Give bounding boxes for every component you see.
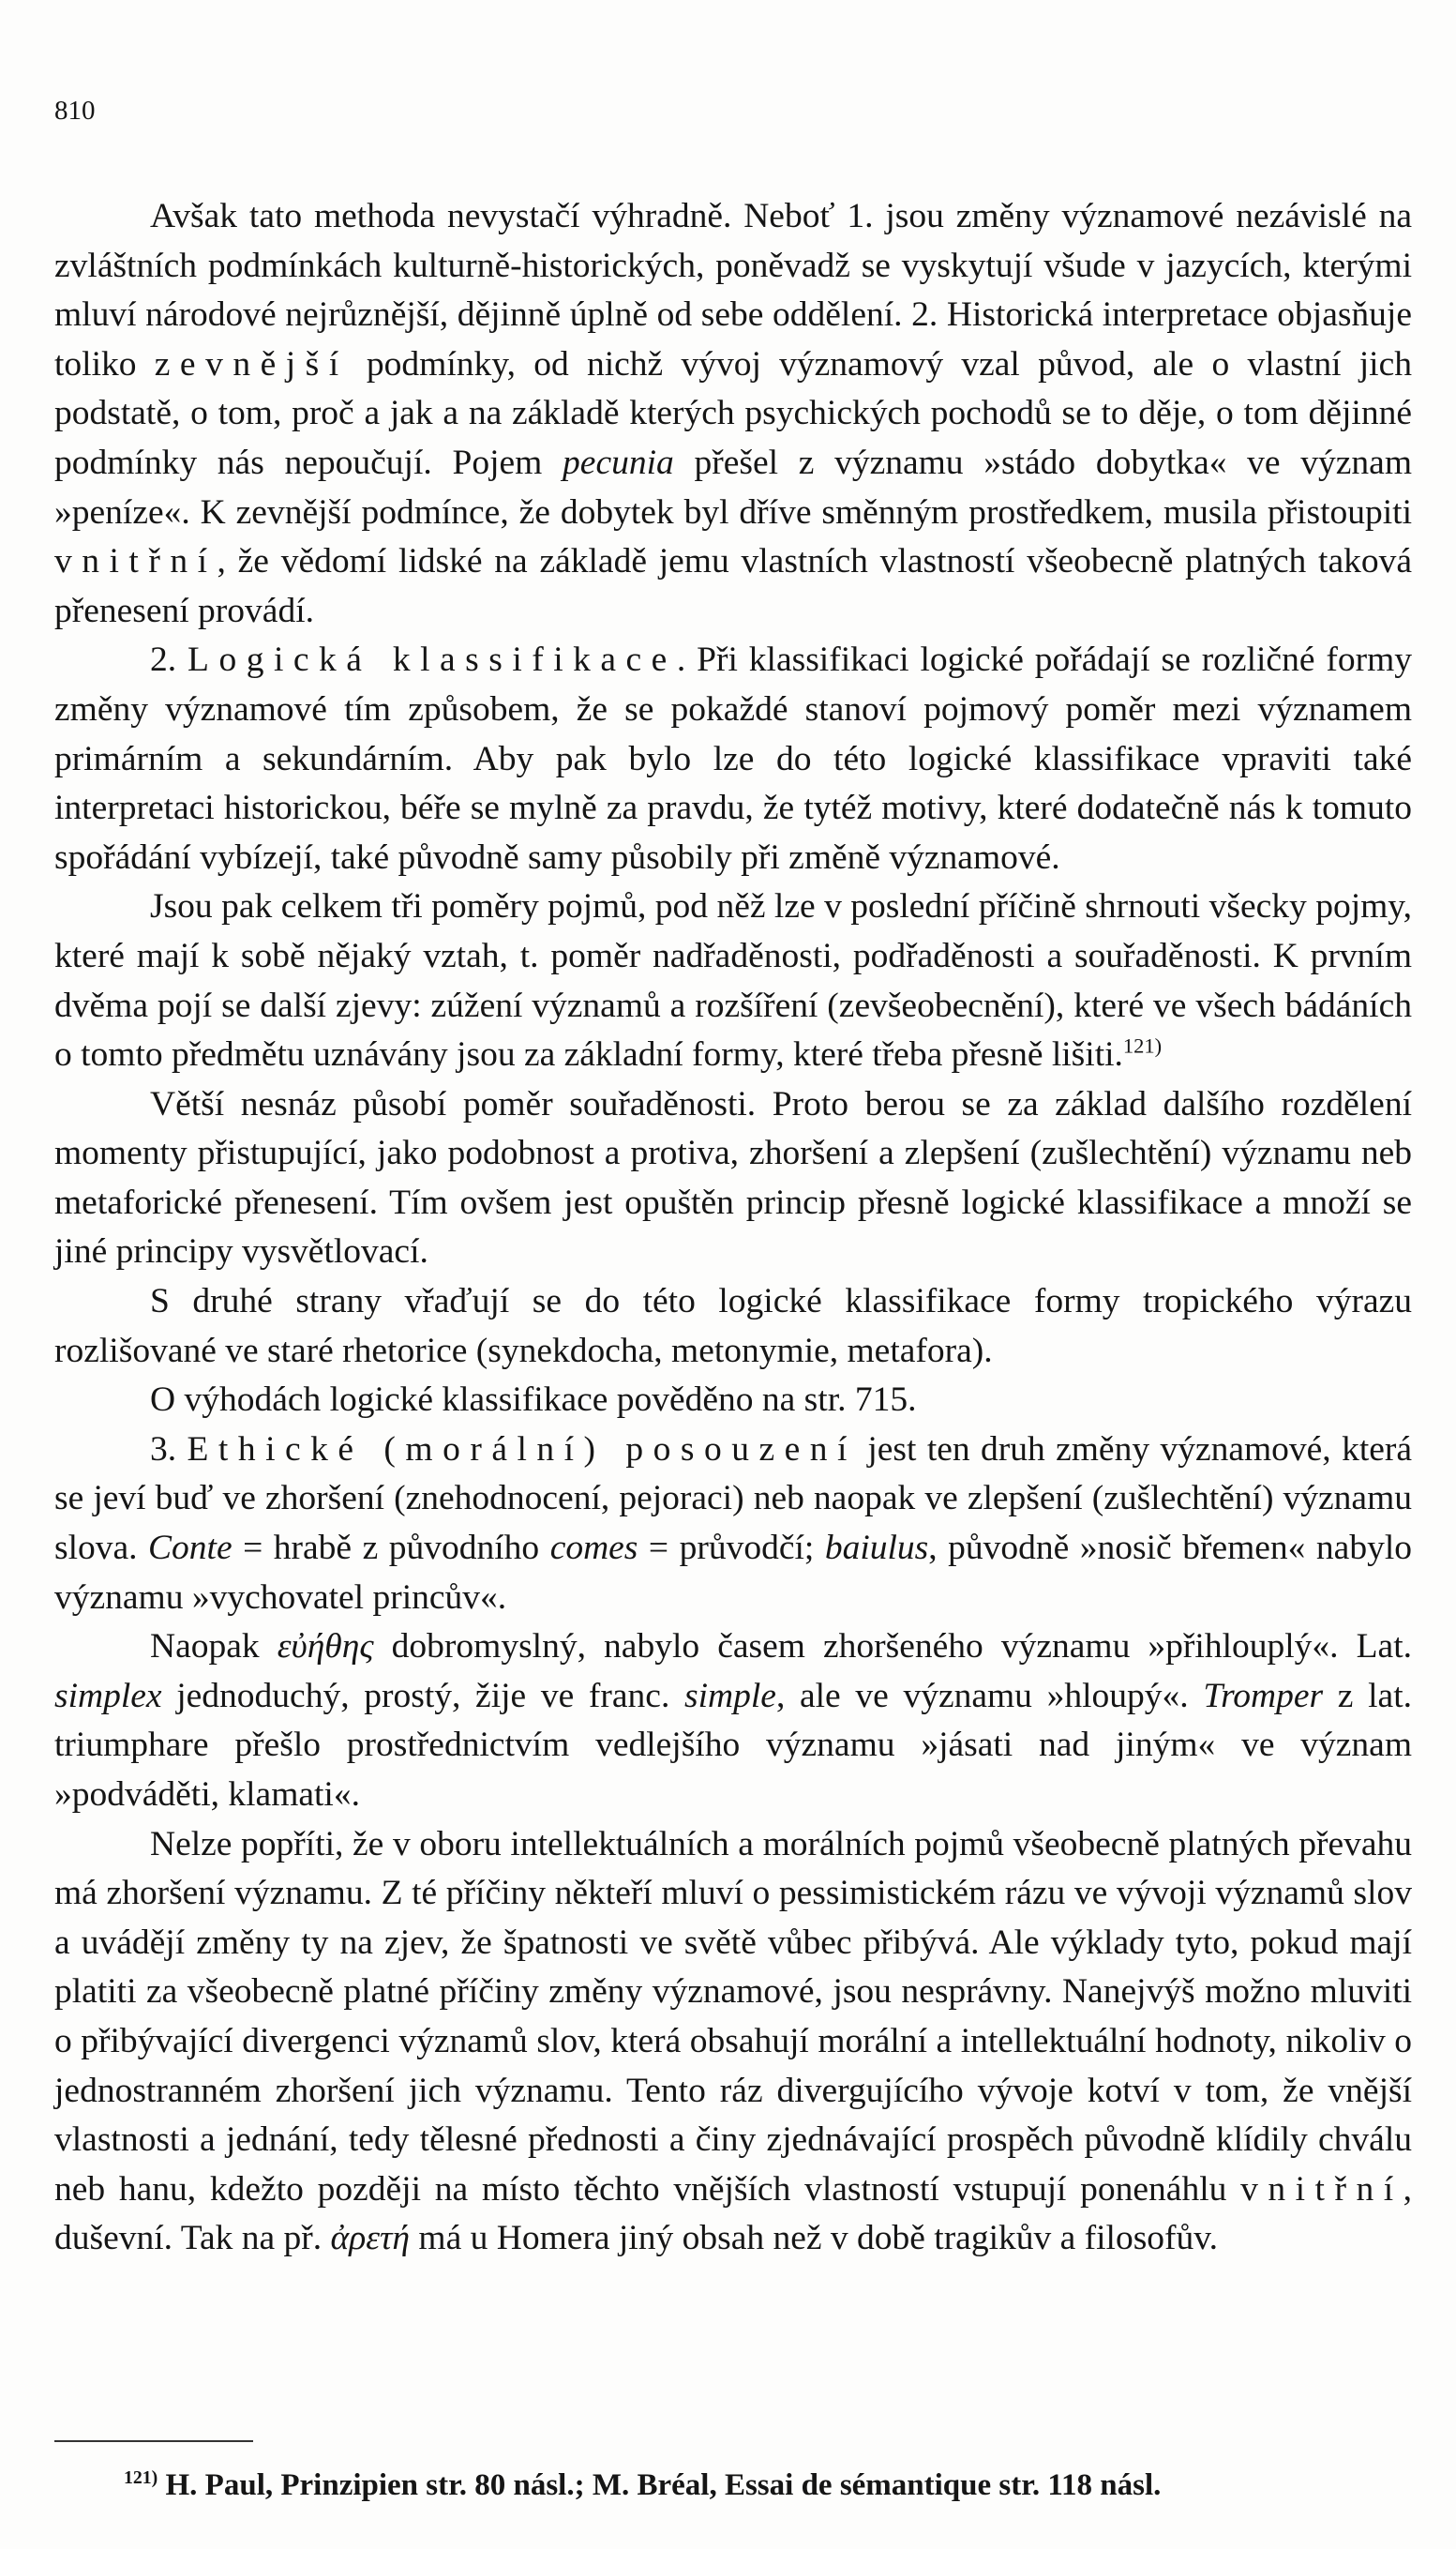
spaced-term-zevnejsi: zevnější: [154, 344, 349, 384]
paragraph-8: Naopak εὐήθης dobromyslný, nabylo časem zhoršeného významu »přihlouplý«. Lat. simplex jednoduchý, prostý, žije ve franc. simple, ale ve významu »hloupý«. Tromper z lat. triumphare přešlo prostřednictvím vedlejšího významu »jásati nad jiným« ve význam »podváděti, klamati«.: [54, 1627, 1412, 1814]
term-comes: comes: [549, 1529, 638, 1568]
term-simplex: simplex: [54, 1676, 162, 1715]
section-heading-eticke-posouzeni: Ethické (morální) posouzení: [187, 1429, 857, 1469]
footnote-ref: 121): [1122, 1033, 1163, 1058]
term-simple: simple: [684, 1676, 776, 1715]
footnote-marker: 121): [124, 2467, 158, 2488]
paragraph-9: Nelze popříti, že v oboru intellektuálních a morálních pojmů všeobecně platných převahu má zhoršení významu. Z té příčiny někteří mluví o pessimistickém rázu ve vývoji významů slov a uvádějí změny ty na zjev, že špatnosti ve světě vůbec přibývá. Ale výklady tyto, pokud mají platiti za všeobecně platné příčiny změny významové, jsou nesprávny. Nanejvýš možno mluviti o přibývající divergenci významů slov, která obsahují morální a intellektuální hodnoty, nikoliv o jednostranném zhoršení jich významu. Tento ráz divergujícího vývoje kotví v tom, že vnější vlastnosti a jednání, tedy tělesné přednosti a činy zjednávající prospěch původně klídily chválu neb hanu, kdežto později na místo těchto vnějších vlastností vstupují ponenáhlu vnitřní, duševní. Tak na př. ἀρετή má u Homera jiný obsah než v době tragikův a filosofův.: [54, 1824, 1412, 2258]
paragraph-1: Avšak tato methoda nevystačí výhradně. Neboť 1. jsou změny významové nezávislé na zvláštních podmínkách kulturně-historických, poněvadž se vyskytují všude v jazycích, kterými mluví národové nejrůznější, dějinně úplně od sebe oddělení. 2. Historická interpretace objasňuje toliko zevnější podmínky, od nichž vývoj významový vzal původ, ale o vlastní jich podstatě, o tom, proč a jak a na základě kterých psychických pochodů se to děje, o tom dějinné podmínky nás nepoučují. Pojem pecunia přešel z významu »stádo dobytka« ve význam »peníze«. K zevnější podmínce, že dobytek byl dříve směnným prostředkem, musila přistoupiti vnitřní, že vědomí lidské na základě jemu vlastních vlastností všeobecně platných taková přenesení provádí.: [54, 197, 1412, 630]
spaced-term-vnitrni: vnitřní: [54, 542, 218, 581]
footnote-text: H. Paul, Prinzipien str. 80 násl.; M. Bréal, Essai de sémantique str. 118 násl.: [158, 2468, 1162, 2502]
body-text: [54, 192, 1412, 2264]
spaced-term-vnitrni-2: vnitřní: [1240, 2169, 1403, 2209]
term-tromper: Tromper: [1203, 1676, 1324, 1715]
term-pecunia: pecunia: [563, 443, 674, 482]
paragraph-3: Jsou pak celkem tři poměry pojmů, pod něž lze v poslední příčině shrnouti všecky pojmy, které mají k sobě nějaký vztah, t. poměr nadřaděnosti, podřaděnosti a souřaděnosti. K prvním dvěma pojí se další zjevy: zúžení významů a rozšíření (zevšeobecnění), které ve všech bádáních o tomto předmětu uznávány jsou za základní formy, které třeba přesně lišiti.$^{121)}$: [54, 887, 1412, 1075]
paragraph-5: S druhé strany vřaďují se do této logické klassifikace formy tropického výrazu rozlišované ve staré rhetorice (synekdocha, metonymie, metafora).: [54, 1282, 1412, 1370]
term-conte: Conte: [148, 1529, 233, 1568]
footnote: [124, 2465, 1418, 2506]
paragraph-4: Větší nesnáz působí poměr souřaděnosti. Proto berou se za základ dalšího rozdělení momenty přistupující, jako podobnost a protiva, zhoršení a zlepšení (zušlechtění) významu neb metaforické přenesení. Tím ovšem jest opuštěn princip přesně logické klassifikace a množí se jiné principy vysvětlovací.: [54, 1084, 1412, 1272]
section-heading-logicka-klassifikace: Logická klassifikace: [188, 641, 677, 680]
term-greek-euethes: εὐήθης: [277, 1627, 374, 1667]
term-greek-arete: ἀρετή: [330, 2219, 411, 2258]
page-number: 810: [54, 96, 96, 126]
paragraph-7: 3. Ethické (morální) posouzení jest ten druh změny významové, která se jeví buď ve zhoršení (znehodnocení, pejoraci) neb naopak ve zlepšení (zušlechtění) významu slova. Conte = hrabě z původního comes = průvodčí; baiulus, původně »nosič břemen« nabylo významu »vychovatel princův«.: [54, 1429, 1413, 1617]
footnote-divider: [54, 2440, 253, 2442]
term-baiulus: baiulus: [824, 1529, 929, 1568]
paragraph-6: O výhodách logické klassifikace pověděno na str. 715.: [150, 1380, 917, 1420]
paragraph-2: 2. Logická klassifikace. Při klassifikaci logické pořádají se rozličné formy změny významové tím způsobem, že se pokaždé stanoví pojmový poměr mezi významem primárním a sekundárním. Aby pak bylo lze do této logické klassifikace vpraviti také interpretaci historickou, béře se mylně za pravdu, že tytéž motivy, které dodatečně nás k tomuto spořádání vybízejí, také původně samy působily při změně významové.: [54, 641, 1413, 877]
